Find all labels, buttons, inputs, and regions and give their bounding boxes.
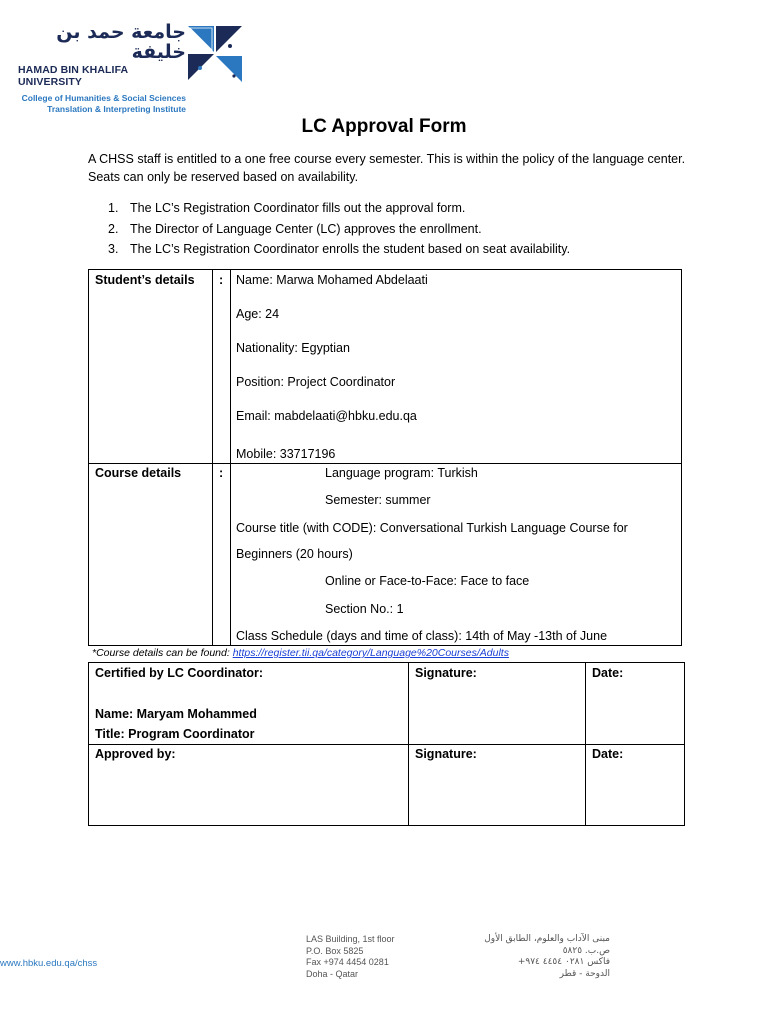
certifier-title: Title: Program Coordinator [95,727,255,741]
step-number: 2. [108,221,119,236]
student-email: Email: mabdelaati@hbku.edu.qa [236,409,417,423]
approver-signature-label: Signature: [415,747,477,761]
footer-address-english [306,934,395,980]
student-details-label: Student’s details [95,273,195,287]
university-logo-text [18,22,186,114]
row-divider [89,463,681,464]
certifier-signature-label: Signature: [415,666,477,680]
intro-paragraph: A CHSS staff is entitled to a one free course every semester. This is within the policy of the language center. Seats can only be reserved based on availability. [88,152,686,184]
student-position: Position: Project Coordinator [236,375,396,389]
footer-address-line: ص.ب. ٥٨٢٥ [562,945,610,956]
step-item [88,219,688,240]
course-semester: Semester: summer [325,493,431,507]
footer-address-line: P.O. Box 5825 [306,945,364,956]
university-name-english: HAMAD BIN KHALIFA UNIVERSITY [18,64,128,88]
course-title-line2: Beginners (20 hours) [236,547,353,561]
certifier-name: Name: Maryam Mohammed [95,707,257,721]
footer-address-line: مبنى الآداب والعلوم، الطابق الأول [484,934,610,944]
student-mobile: Mobile: 33717196 [236,447,336,461]
hbku-logo-icon [186,24,244,84]
approver-date-label: Date: [592,747,624,761]
step-number: 1. [108,201,119,215]
certified-by-label: Certified by LC Coordinator: [95,666,264,680]
institute-name: Translation & Interpreting Institute [47,104,186,114]
student-name: Name: Marwa Mohamed Abdelaati [236,273,428,287]
course-section: Section No.: 1 [325,602,404,616]
step-text: The Director of Language Center (LC) approves the enrollment. [130,221,482,236]
footer-website-url: www.hbku.edu.qa/chss [0,958,98,969]
course-mode: Online or Face-to-Face: Face to face [325,574,530,588]
footer-address-line: LAS Building, 1st floor [306,934,395,944]
row-divider [89,744,684,745]
course-colon: : [219,466,224,480]
footer-address-arabic [470,934,610,980]
course-title-line1: Course title (with CODE): Conversational Turkish Language Course for [236,521,628,535]
footer-address-line: الدوحة - قطر [559,968,610,979]
signature-table [88,662,685,826]
certifier-date-label: Date: [592,666,624,680]
student-colon: : [219,273,224,287]
course-schedule: Class Schedule (days and time of class): 14th of May -13th of June [236,629,608,643]
step-number: 3. [108,242,119,256]
course-details-link[interactable]: https://register.tii.qa/category/Language%20Courses/Adults [232,647,509,659]
footer-address-line: فاكس ٠٢٨١ ٤٤٥٤ ٩٧٤+ [517,957,610,967]
course-details-note [92,647,509,659]
footer-address-line: Fax +974 4454 0281 [306,957,389,967]
step-text: The LC’s Registration Coordinator fills out the approval form. [130,201,466,215]
college-name: College of Humanities & Social Sciences [21,93,186,103]
footer-address-line: Doha - Qatar [306,968,359,979]
step-item [88,239,688,260]
step-text: The LC’s Registration Coordinator enrolls the student based on seat availability. [130,242,571,256]
approved-by-label: Approved by: [95,747,176,761]
details-table [88,269,682,646]
column-divider [230,270,231,645]
student-age: Age: 24 [236,307,280,321]
course-program: Language program: Turkish [325,466,478,480]
column-divider [212,270,213,645]
student-nationality: Nationality: Egyptian [236,341,350,355]
course-details-label: Course details [95,466,182,480]
form-title: LC Approval Form [301,116,467,137]
step-item [88,198,688,219]
process-steps [88,198,688,260]
university-name-arabic: جامعة حمد بن خليفة [56,21,186,63]
note-prefix: *Course details can be found: [92,647,233,659]
